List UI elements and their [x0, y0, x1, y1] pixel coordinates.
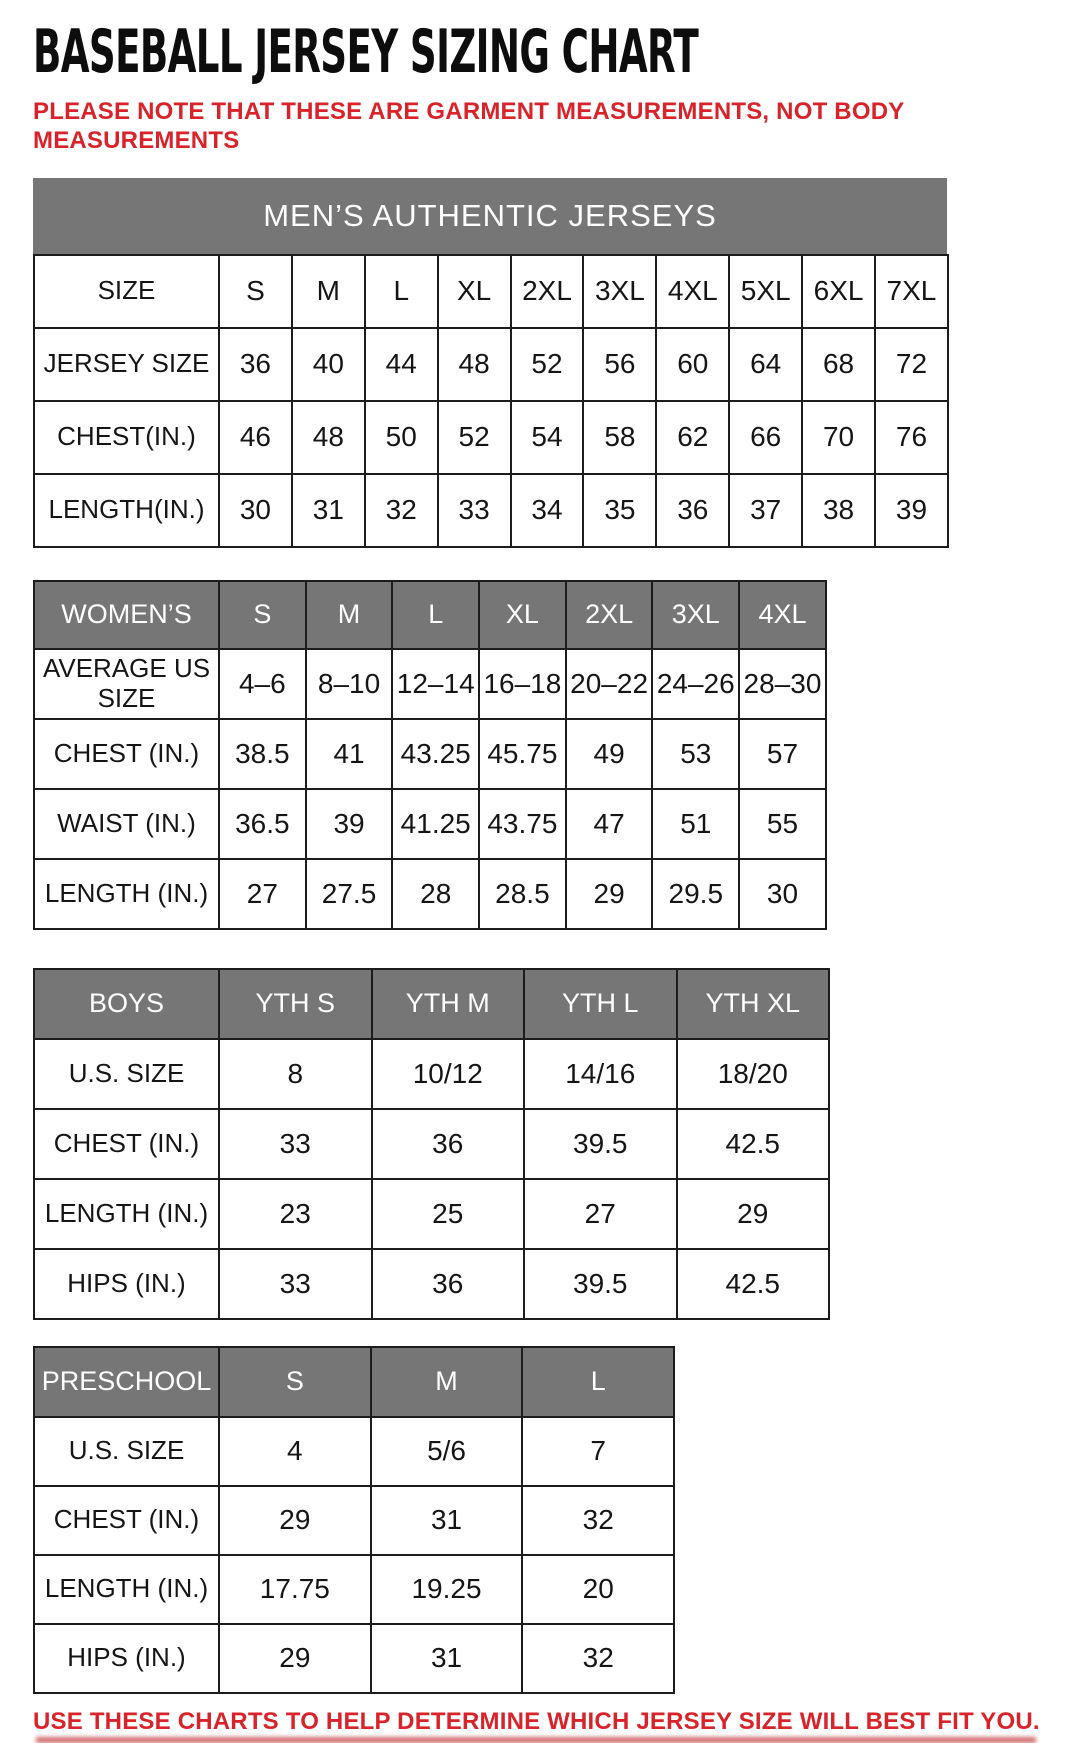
size-header-cell: YTH L: [524, 969, 677, 1039]
cell: 16–18: [479, 649, 566, 719]
cell: 5/6: [371, 1417, 523, 1486]
cell: 47: [566, 789, 653, 859]
cell: 55: [739, 789, 826, 859]
cell: 40: [292, 328, 365, 401]
cell: 8–10: [306, 649, 393, 719]
cell: XL: [438, 255, 511, 328]
cell: 29.5: [652, 859, 739, 929]
cell: 38: [802, 474, 875, 547]
row-label: U.S. SIZE: [34, 1417, 219, 1486]
cell: 58: [583, 401, 656, 474]
cell: 46: [219, 401, 292, 474]
table-row: [34, 328, 948, 401]
table-title-cell: PRESCHOOL: [34, 1347, 219, 1417]
cell: 3XL: [583, 255, 656, 328]
cell: 27.5: [306, 859, 393, 929]
table-row: [34, 1624, 674, 1693]
cell: 41.25: [392, 789, 479, 859]
cropped-red-text-artifact: [36, 1737, 1036, 1743]
row-label: HIPS (IN.): [34, 1624, 219, 1693]
cell: 70: [802, 401, 875, 474]
boys-header-row: [34, 969, 829, 1039]
cell: 35: [583, 474, 656, 547]
cell: 76: [875, 401, 948, 474]
cell: 28: [392, 859, 479, 929]
size-header-cell: M: [371, 1347, 523, 1417]
cell: 36.5: [219, 789, 306, 859]
size-header-cell: YTH S: [219, 969, 372, 1039]
cell: 38.5: [219, 719, 306, 789]
cell: 39: [306, 789, 393, 859]
cell: 52: [511, 328, 584, 401]
row-label: U.S. SIZE: [34, 1039, 219, 1109]
cell: 32: [522, 1486, 674, 1555]
cell: 54: [511, 401, 584, 474]
cell: L: [365, 255, 438, 328]
row-label: JERSEY SIZE: [34, 328, 219, 401]
cell: 30: [739, 859, 826, 929]
row-label: LENGTH (IN.): [34, 1555, 219, 1624]
cell: 29: [219, 1624, 371, 1693]
cell: 12–14: [392, 649, 479, 719]
cell: 37: [729, 474, 802, 547]
cell: 57: [739, 719, 826, 789]
cell: 31: [371, 1624, 523, 1693]
boys-sizing-table: [33, 968, 830, 1320]
cell: 39.5: [524, 1249, 677, 1319]
table-row: [34, 401, 948, 474]
cell: 5XL: [729, 255, 802, 328]
cell: 33: [219, 1109, 372, 1179]
cell: 25: [372, 1179, 525, 1249]
cell: 42.5: [677, 1109, 830, 1179]
cell: 43.75: [479, 789, 566, 859]
size-header-cell: 3XL: [652, 581, 739, 649]
cell: 56: [583, 328, 656, 401]
cell: 28.5: [479, 859, 566, 929]
garment-measurements-note: PLEASE NOTE THAT THESE ARE GARMENT MEASUREMENTS, NOT BODY MEASUREMENTS: [33, 98, 905, 155]
row-label: HIPS (IN.): [34, 1249, 219, 1319]
cell: 23: [219, 1179, 372, 1249]
cell: 66: [729, 401, 802, 474]
cell: 51: [652, 789, 739, 859]
womens-sizing-table: [33, 580, 827, 930]
cell: 62: [656, 401, 729, 474]
table-row: [34, 649, 826, 719]
preschool-sizing-table: [33, 1346, 675, 1694]
cell: 14/16: [524, 1039, 677, 1109]
cell: 53: [652, 719, 739, 789]
cell: 64: [729, 328, 802, 401]
row-label: LENGTH (IN.): [34, 1179, 219, 1249]
cell: 4: [219, 1417, 371, 1486]
cell: 20–22: [566, 649, 653, 719]
cell: 60: [656, 328, 729, 401]
table-row: [34, 1039, 829, 1109]
mens-sizing-table: [33, 254, 949, 548]
table-row: [34, 1109, 829, 1179]
cell: 34: [511, 474, 584, 547]
size-header-cell: S: [219, 1347, 371, 1417]
cell: 68: [802, 328, 875, 401]
cell: 33: [219, 1249, 372, 1319]
cell: S: [219, 255, 292, 328]
cell: 31: [292, 474, 365, 547]
row-label: SIZE: [34, 255, 219, 328]
cell: 30: [219, 474, 292, 547]
table-row: [34, 789, 826, 859]
cell: 18/20: [677, 1039, 830, 1109]
womens-header-row: [34, 581, 826, 649]
table-row: [34, 1555, 674, 1624]
cell: 43.25: [392, 719, 479, 789]
size-header-cell: XL: [479, 581, 566, 649]
cell: 10/12: [372, 1039, 525, 1109]
cell: 32: [365, 474, 438, 547]
cell: 36: [656, 474, 729, 547]
size-header-cell: 2XL: [566, 581, 653, 649]
size-header-cell: S: [219, 581, 306, 649]
cell: 7: [522, 1417, 674, 1486]
cell: 6XL: [802, 255, 875, 328]
cell: 36: [372, 1109, 525, 1179]
size-header-cell: L: [522, 1347, 674, 1417]
cell: 33: [438, 474, 511, 547]
cell: 39.5: [524, 1109, 677, 1179]
cell: 48: [438, 328, 511, 401]
cell: 32: [522, 1624, 674, 1693]
cell: 17.75: [219, 1555, 371, 1624]
cell: 7XL: [875, 255, 948, 328]
cell: 50: [365, 401, 438, 474]
cell: 29: [677, 1179, 830, 1249]
preschool-header-row: [34, 1347, 674, 1417]
size-header-cell: YTH XL: [677, 969, 830, 1039]
table-row: [34, 1486, 674, 1555]
cell: 29: [566, 859, 653, 929]
cell: 19.25: [371, 1555, 523, 1624]
row-label: WAIST (IN.): [34, 789, 219, 859]
cell: 72: [875, 328, 948, 401]
cell: 4XL: [656, 255, 729, 328]
page-title: BASEBALL JERSEY SIZING CHART: [33, 17, 699, 87]
row-label: CHEST (IN.): [34, 1486, 219, 1555]
cell: 4–6: [219, 649, 306, 719]
cell: 29: [219, 1486, 371, 1555]
cell: 31: [371, 1486, 523, 1555]
cell: 27: [524, 1179, 677, 1249]
cell: 36: [372, 1249, 525, 1319]
cell: 20: [522, 1555, 674, 1624]
table-row: [34, 1179, 829, 1249]
row-label: LENGTH(IN.): [34, 474, 219, 547]
size-header-cell: 4XL: [739, 581, 826, 649]
row-label: CHEST (IN.): [34, 719, 219, 789]
cell: 39: [875, 474, 948, 547]
row-label: LENGTH (IN.): [34, 859, 219, 929]
size-header-cell: M: [306, 581, 393, 649]
table-row: [34, 255, 948, 328]
cell: 28–30: [739, 649, 826, 719]
cell: 36: [219, 328, 292, 401]
table-row: [34, 474, 948, 547]
size-header-cell: YTH M: [372, 969, 525, 1039]
table-row: [34, 859, 826, 929]
cell: 48: [292, 401, 365, 474]
row-label: CHEST(IN.): [34, 401, 219, 474]
table-title-cell: WOMEN’S: [34, 581, 219, 649]
table-row: [34, 1417, 674, 1486]
cell: M: [292, 255, 365, 328]
cell: 45.75: [479, 719, 566, 789]
cell: 24–26: [652, 649, 739, 719]
cell: 8: [219, 1039, 372, 1109]
cell: 52: [438, 401, 511, 474]
fit-advice-note: USE THESE CHARTS TO HELP DETERMINE WHICH JERSEY SIZE WILL BEST FIT YOU.: [33, 1707, 1040, 1735]
row-label: AVERAGE US SIZE: [34, 649, 219, 719]
table-row: [34, 719, 826, 789]
cell: 49: [566, 719, 653, 789]
row-label: CHEST (IN.): [34, 1109, 219, 1179]
cell: 41: [306, 719, 393, 789]
cell: 27: [219, 859, 306, 929]
cell: 2XL: [511, 255, 584, 328]
cell: 42.5: [677, 1249, 830, 1319]
table-title-cell: BOYS: [34, 969, 219, 1039]
table-row: [34, 1249, 829, 1319]
mens-table-header: MEN’S AUTHENTIC JERSEYS: [33, 178, 947, 254]
cell: 44: [365, 328, 438, 401]
size-header-cell: L: [392, 581, 479, 649]
